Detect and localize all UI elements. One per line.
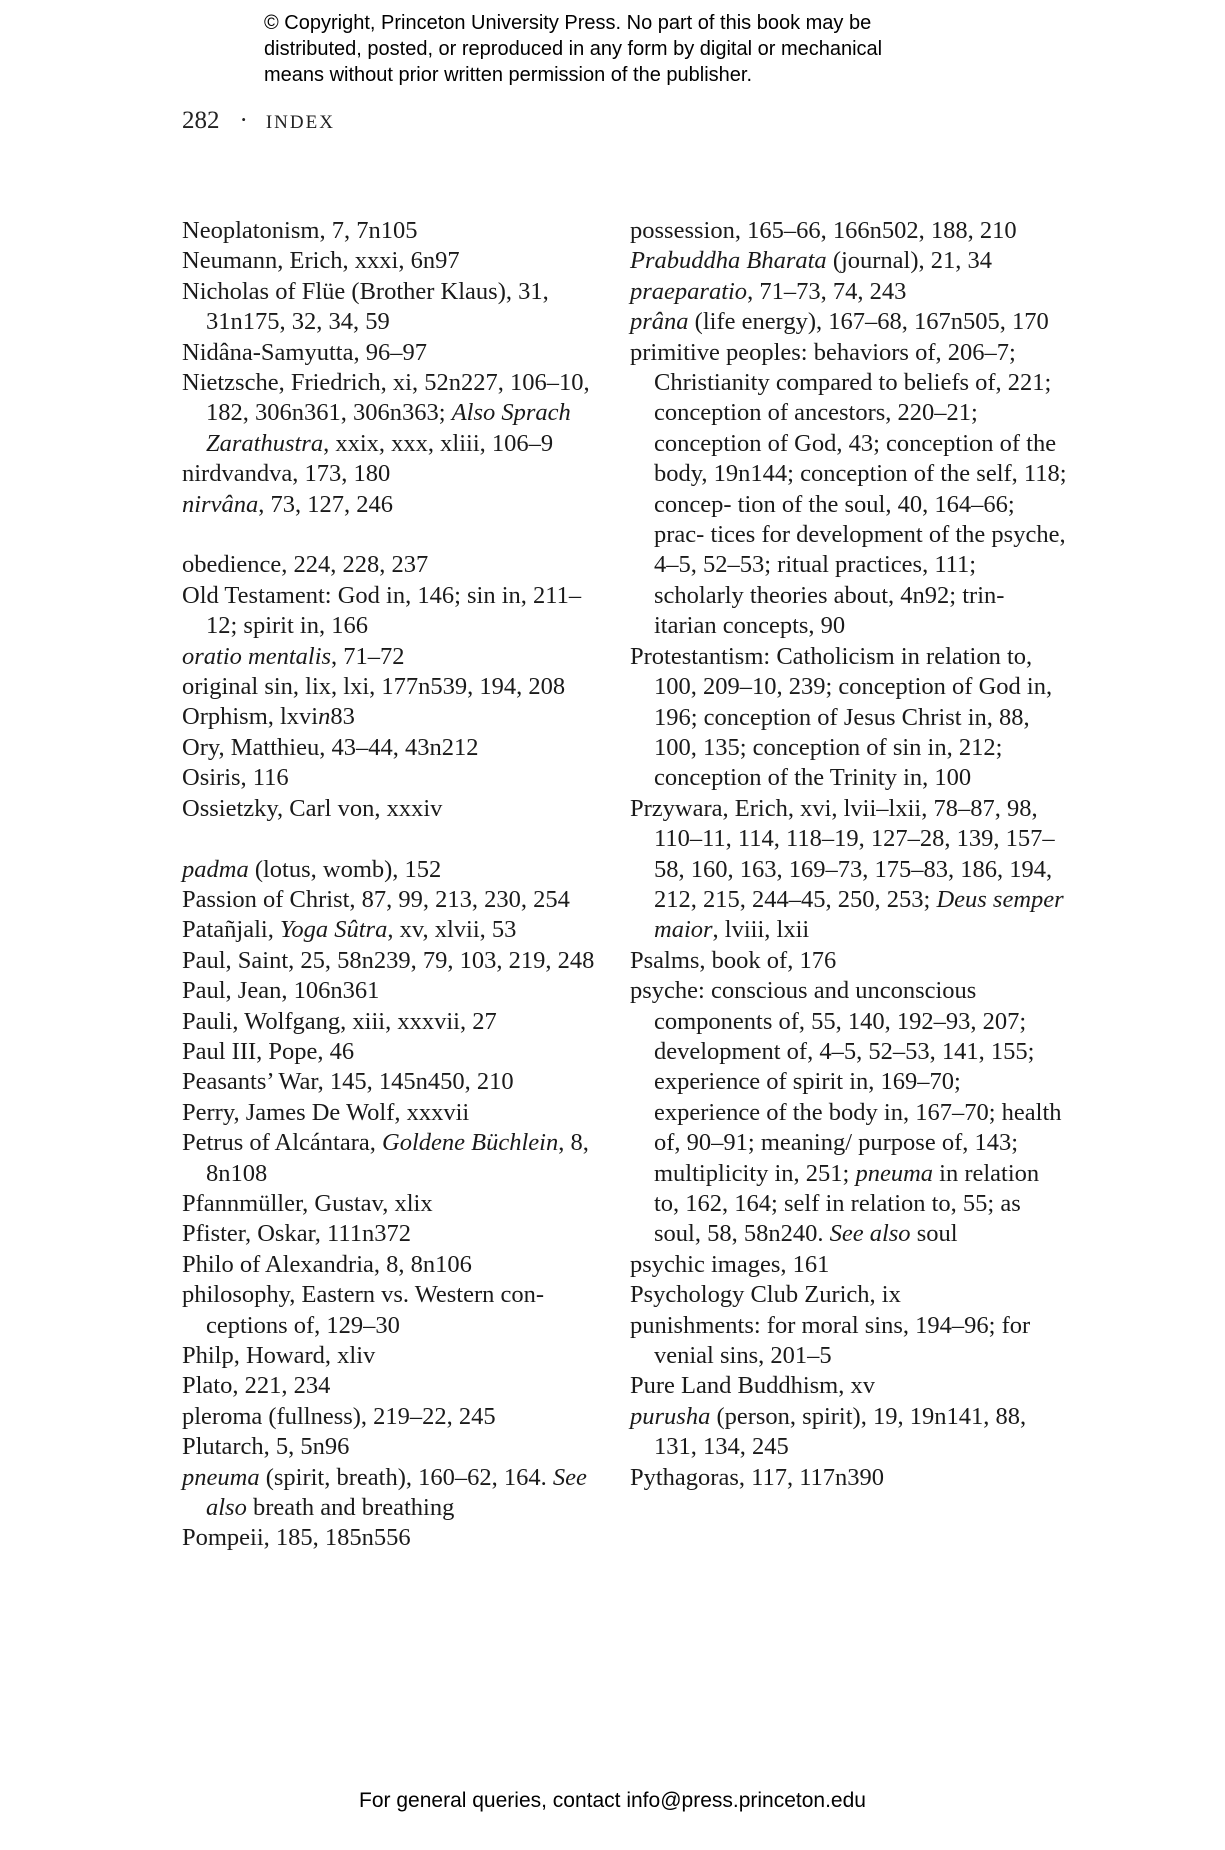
- index-entry: [182, 702, 612, 732]
- copyright-line: distributed, posted, or reproduced in any form by digital or mechanical: [264, 38, 883, 60]
- page-number: 282: [182, 107, 220, 134]
- index-entry: [182, 946, 612, 976]
- index-entry: [630, 1402, 1070, 1463]
- index-entry-text: Osiris, 116: [182, 764, 289, 792]
- index-column-right: [630, 216, 1070, 1493]
- index-entry-text: Psychology Club Zurich, ix: [630, 1281, 901, 1309]
- index-entry: [630, 1371, 1070, 1401]
- index-entry: [182, 1037, 612, 1067]
- index-entry: [182, 1432, 612, 1462]
- index-entry-text: Orphism, lxvi: [182, 703, 319, 731]
- index-entry-text: Passion of Christ, 87, 99, 213, 230, 254: [182, 885, 570, 913]
- index-entry-text: Paul III, Pope, 46: [182, 1037, 355, 1065]
- index-entry: [630, 216, 1070, 246]
- index-entry-text: original sin, lix, lxi, 177n539, 194, 208: [182, 673, 566, 701]
- index-entry-italic-text: n: [318, 703, 331, 731]
- index-entry: [182, 794, 612, 824]
- index-entry: [182, 1098, 612, 1128]
- index-entry-text: Philo of Alexandria, 8, 8n106: [182, 1250, 472, 1278]
- index-entry-text: Ossietzky, Carl von, xxxiv: [182, 794, 443, 822]
- index-entry-text: Peasants’ War, 145, 145n450, 210: [182, 1068, 514, 1096]
- index-entry-text: Przywara, Erich, xvi, lvii–lxii, 78–87, 98, 110–11, 114, 118–19, 127–28, 139, 157–58, 160, 163, 169–73, 175–83, 186, 194, 212, 215, 244–45, 250, 253;: [630, 794, 1055, 913]
- index-entry: [182, 885, 612, 915]
- index-entry-text: Plutarch, 5, 5n96: [182, 1433, 350, 1461]
- index-entry-italic-text: Goldene Büchlein: [382, 1129, 559, 1157]
- index-entry-italic-text: prâna: [630, 308, 689, 336]
- index-entry: [630, 307, 1070, 337]
- index-entry: [182, 1007, 612, 1037]
- index-entry-text: primitive peoples: behaviors of, 206–7; Christianity compared to beliefs of, 221; conception of ancestors, 220–21; conception of God, 43; conception of the body, 19n144; conception of the self, 118; concep- tion of the soul, 40, 164–66; prac- tices for development of the psyche, 4–5, 52–53; ritual practices, 111; scholarly theories about, 4n92; trin- itarian concepts, 90: [630, 338, 1067, 640]
- index-entry-text: (lotus, womb), 152: [248, 855, 442, 883]
- index-entry: [182, 733, 612, 763]
- index-entry-text: (person, spirit), 19, 19n141, 88, 131, 134, 245: [654, 1402, 1027, 1461]
- index-entry: [182, 1371, 612, 1401]
- index-entry-text: Psalms, book of, 176: [630, 946, 837, 974]
- index-entry-text: pleroma (fullness), 219–22, 245: [182, 1402, 496, 1430]
- index-entry-text: psyche: conscious and unconscious components of, 55, 140, 192–93, 207; development of, 4–5, 52–53, 141, 155; experience of spirit in, 169–70; experience of the body in, 167–70; health of, 90–91; meaning/ purpose of, 143; multiplicity in, 251;: [630, 977, 1062, 1187]
- index-entry: [182, 277, 612, 338]
- index-entry: [630, 338, 1070, 642]
- index-column-left: [182, 216, 612, 1554]
- index-entry: [182, 338, 612, 368]
- index-entry: [182, 672, 612, 702]
- index-entry-text: , 73, 127, 246: [258, 490, 393, 518]
- index-entry-text: obedience, 224, 228, 237: [182, 551, 429, 579]
- index-entry: [630, 1463, 1070, 1493]
- index-entry-text: philosophy, Eastern vs. Western con- ceptions of, 129–30: [182, 1281, 545, 1339]
- index-entry: [182, 490, 612, 520]
- index-entry-text: (spirit, breath), 160–62, 164.: [259, 1463, 553, 1491]
- index-entry: [182, 1523, 612, 1553]
- index-entry: [630, 1311, 1070, 1372]
- index-entry-text: nirdvandva, 173, 180: [182, 460, 391, 488]
- index-entry-italic-text: See also: [829, 1220, 911, 1248]
- index-entry: [182, 642, 612, 672]
- index-entry: [182, 976, 612, 1006]
- index-entry-italic-text: nirvâna: [182, 490, 259, 518]
- running-head-separator: ·: [239, 107, 248, 134]
- index-entry: [630, 642, 1070, 794]
- copyright-line: © Copyright, Princeton University Press. No part of this book may be: [264, 12, 872, 34]
- index-entry-text: soul: [910, 1220, 958, 1248]
- index-entry-text: Paul, Jean, 106n361: [182, 977, 380, 1005]
- index-entry-text: Pfannmüller, Gustav, xlix: [182, 1189, 433, 1217]
- index-entry: [182, 1219, 612, 1249]
- index-entry-text: Paul, Saint, 25, 58n239, 79, 103, 219, 248: [182, 946, 595, 974]
- index-entry: [630, 1280, 1070, 1310]
- index-entry-italic-text: praeparatio: [630, 277, 748, 305]
- index-entry-text: Pompeii, 185, 185n556: [182, 1524, 411, 1552]
- index-entry-text: , lviii, lxii: [712, 916, 810, 944]
- index-entry: [182, 368, 612, 459]
- index-entry-italic-text: oratio mentalis: [182, 642, 332, 670]
- index-entry-text: Perry, James De Wolf, xxxvii: [182, 1098, 470, 1126]
- index-entry-text: Protestantism: Catholicism in relation to, 100, 209–10, 239; conception of God in, 196; conception of Jesus Christ in, 88, 100, 135; conception of sin in, 212; conception of the Trinity in, 100: [630, 642, 1053, 792]
- index-entry: [630, 794, 1070, 946]
- copyright-notice: [264, 10, 1024, 88]
- index-entry: [630, 1250, 1070, 1280]
- index-entry-text: Plato, 221, 234: [182, 1372, 331, 1400]
- index-entry: [182, 1128, 612, 1189]
- index-entry-text: (life energy), 167–68, 167n505, 170: [688, 308, 1049, 336]
- index-entry-text: , 71–73, 74, 243: [747, 277, 907, 305]
- index-entry: [182, 915, 612, 945]
- index-entry-text: Pure Land Buddhism, xv: [630, 1372, 875, 1400]
- index-entry-text: possession, 165–66, 166n502, 188, 210: [630, 217, 1017, 244]
- index-entry-text: Pythagoras, 117, 117n390: [630, 1463, 885, 1491]
- index-entry: [630, 277, 1070, 307]
- index-entry-text: Pfister, Oskar, 111n372: [182, 1220, 411, 1248]
- index-entry-text: Nicholas of Flüe (Brother Klaus), 31, 31n175, 32, 34, 59: [182, 277, 549, 336]
- index-entry-text: Nidâna-Samyutta, 96–97: [182, 338, 427, 366]
- copyright-line: means without prior written permission of the publisher.: [264, 64, 753, 86]
- index-entry: [182, 246, 612, 276]
- index-entry-text: , 8, 8n108: [206, 1129, 589, 1187]
- index-entry-text: 83: [330, 703, 355, 731]
- index-entry: [182, 459, 612, 489]
- index-entry-text: , xv, xlvii, 53: [387, 916, 517, 944]
- index-entry-italic-text: Yoga Sûtra: [279, 916, 388, 944]
- index-entry-text: Nietzsche, Friedrich, xi, 52n227, 106–10, 182, 306n361, 306n363;: [182, 369, 590, 427]
- index-letter-gap: [182, 520, 612, 550]
- index-letter-gap: [182, 824, 612, 854]
- index-entry-text: Old Testament: God in, 146; sin in, 211–12; spirit in, 166: [182, 581, 582, 640]
- index-entry-text: Neumann, Erich, xxxi, 6n97: [182, 247, 460, 275]
- index-entry: [182, 855, 612, 885]
- running-head: [182, 107, 335, 135]
- index-entry-text: Patañjali,: [182, 916, 280, 944]
- index-entry-text: Ory, Matthieu, 43–44, 43n212: [182, 733, 479, 761]
- index-entry-text: (journal), 21, 34: [826, 247, 993, 275]
- index-entry: [630, 946, 1070, 976]
- index-entry-italic-text: Prabuddha Bharata: [630, 247, 827, 275]
- index-entry-italic-text: pneuma: [182, 1463, 260, 1491]
- index-entry-text: breath and breathing: [246, 1494, 455, 1522]
- index-entry-text: Philp, Howard, xliv: [182, 1342, 376, 1369]
- index-entry-italic-text: padma: [182, 855, 249, 883]
- footer-contact: For general queries, contact info@press.princeton.edu: [359, 1789, 866, 1812]
- index-entry: [182, 1067, 612, 1097]
- index-entry: [182, 1189, 612, 1219]
- index-entry: [182, 1463, 612, 1524]
- index-entry: [630, 976, 1070, 1250]
- index-entry: [182, 550, 612, 580]
- index-entry: [182, 763, 612, 793]
- index-entry-text: psychic images, 161: [630, 1250, 830, 1278]
- index-entry-text: Petrus of Alcántara,: [182, 1129, 383, 1157]
- section-title: INDEX: [265, 112, 335, 133]
- index-entry-text: punishments: for moral sins, 194–96; for venial sins, 201–5: [630, 1311, 1031, 1370]
- index-entry: [182, 581, 612, 642]
- index-entry: [182, 1250, 612, 1280]
- index-entry-text: , xxix, xxx, xliii, 106–9: [323, 429, 554, 457]
- index-entry-italic-text: Also Sprach Zarathustra: [206, 399, 571, 457]
- index-entry: [182, 1341, 612, 1371]
- index-entry-text: Pauli, Wolfgang, xiii, xxxvii, 27: [182, 1007, 497, 1035]
- index-entry-italic-text: pneuma: [855, 1159, 934, 1187]
- index-entry: [182, 1280, 612, 1341]
- index-entry: [630, 246, 1070, 276]
- index-entry-italic-text: Deus semper maior: [654, 885, 1064, 944]
- index-entry: [182, 216, 612, 246]
- index-entry-text: , 71–72: [331, 642, 405, 670]
- index-entry-italic-text: See also: [206, 1463, 587, 1522]
- index-entry-text: Neoplatonism, 7, 7n105: [182, 217, 418, 244]
- index-entry-text: in relation to, 162, 164; self in relation to, 55; as soul, 58, 58n240.: [654, 1159, 1040, 1248]
- index-entry-italic-text: purusha: [630, 1402, 711, 1430]
- index-entry: [182, 1402, 612, 1432]
